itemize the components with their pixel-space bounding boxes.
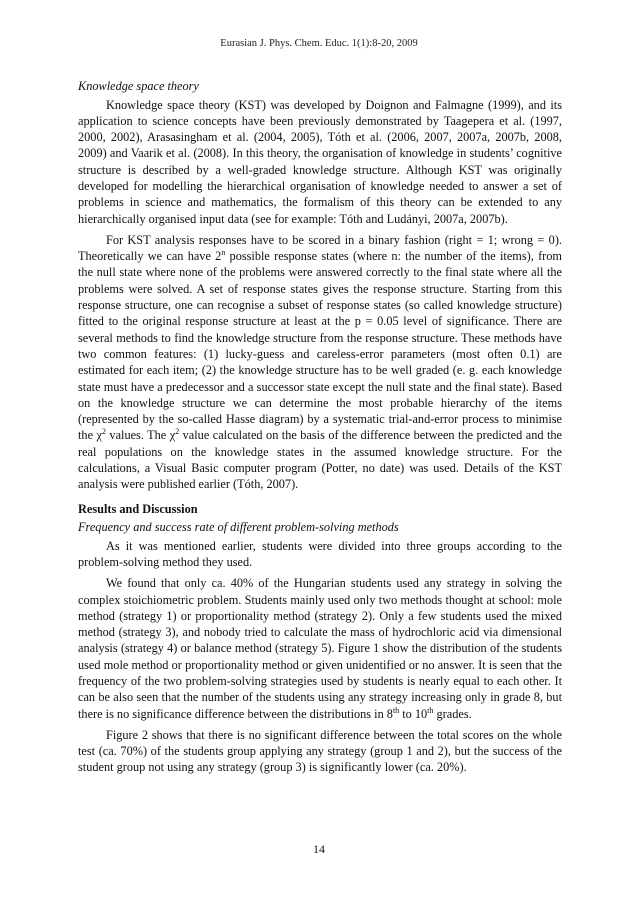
results-p2-text-b: to 10 — [399, 706, 428, 721]
kst-p2-sup-n: n — [221, 248, 226, 258]
kst-p2-text-b: possible response states (where n: the number of the items), from the null state where none of the problems were answered correctly to the final state where all the problems were solved. A set of response states gives the response structure. Starting from this response structure, one can recognise a subset of response states (so called knowledge structure) fitted to the original response structure at least at the p = 0.05 level of significance. There are several methods to find the knowledge structure from the response structure. These methods have two common features: (1) lucky-guess and careless-error parameters (most often 0.1) are estimated for each item; (2) the knowledge structure has to be well graded (e. g. each knowledge state must have a predecessor and a successor state except the null state and the final state). Based on the knowledge structure we can determine the most probable hierarchy of the items (represented by the so-called Hasse diagram) by a systematic trial-and-error process to minimise the χ — [78, 249, 562, 443]
results-p2-text-c: grades. — [433, 706, 472, 721]
results-p2-sup-th-2: th — [427, 705, 434, 715]
results-paragraph-2 — [78, 575, 562, 722]
kst-paragraph-1: Knowledge space theory (KST) was developed by Doignon and Falmagne (1999), and its application to science concepts have been previously demonstrated by Taagepera et al. (1997, 2000, 2002), Arasasingham et al. (2004, 2005), Tóth et al. (2006, 2007, 2007a, 2007b, 2008, 2009) and Vaarik et al. (2008). In this theory, the organisation of knowledge in students’ cognitive structure is described by a well-graded knowledge structure. Although KST was originally developed for modelling the hierarchical organisation of knowledge needed to answer a set of problems in science and mathematics, the formalism of this theory can be extended to any hierarchically organised input data (see for example: Tóth and Ludányi, 2007a, 2007b). — [78, 97, 562, 226]
results-p2-text-a: We found that only ca. 40% of the Hungarian students used any strategy in solving the complex stoichiometric problem. Students mainly used only two methods thought at school: mole method (strategy 1) or proportionality method (strategy 2). Only a few students used the mixed method (strategy 3), and nobody tried to calculate the mass of hydrochloric acid via dimensional analysis (strategy 4) or balance method (strategy 5). Figure 1 show the distribution of the students used mole method or proportionality method or given unidentified or no answer. It is seen that the frequency of the two problem-solving strategies used by students is nearly equal to each other. It can be also seen that the number of the students using any strategy increasing only in grade 8, but there is no significance difference between the distributions in 8 — [78, 576, 562, 721]
running-head: Eurasian J. Phys. Chem. Educ. 1(1):8-20, 2009 — [220, 38, 418, 49]
kst-p2-sup-2b: 2 — [175, 427, 180, 437]
page-number: 14 — [313, 842, 325, 856]
kst-subheading: Knowledge space theory — [78, 79, 199, 93]
results-heading: Results and Discussion — [78, 501, 198, 516]
results-paragraph-3: Figure 2 shows that there is no significant difference between the total scores on the whole test (ca. 70%) of the students group applying any strategy (group 1 and 2), but the success of the student group not using any strategy (group 3) is significantly lower (ca. 20%). — [78, 727, 562, 775]
kst-paragraph-2 — [78, 232, 562, 493]
kst-p2-text-c: values. The χ — [105, 428, 176, 443]
results-p2-sup-th-1: th — [392, 705, 400, 715]
kst-p2-sup-2a: 2 — [101, 427, 106, 437]
kst-p2-text-a: For KST analysis responses have to be scored in a binary fashion (right = 1; wrong = 0). Theoretically we can have 2 — [78, 232, 562, 264]
kst-p2-text-d: value calculated on the basis of the difference between the predicted and the real populations on the knowledge states in the assumed knowledge structure. For the calculations, a Visual Basic computer program (Potter, no date) was used. Details of the KST analysis were published earlier (Tóth, 2007). — [78, 428, 562, 492]
main-content — [78, 78, 562, 776]
results-subheading: Frequency and success rate of different problem-solving methods — [78, 520, 399, 535]
results-paragraph-1: As it was mentioned earlier, students were divided into three groups according to the problem-solving method they used. — [78, 538, 562, 569]
